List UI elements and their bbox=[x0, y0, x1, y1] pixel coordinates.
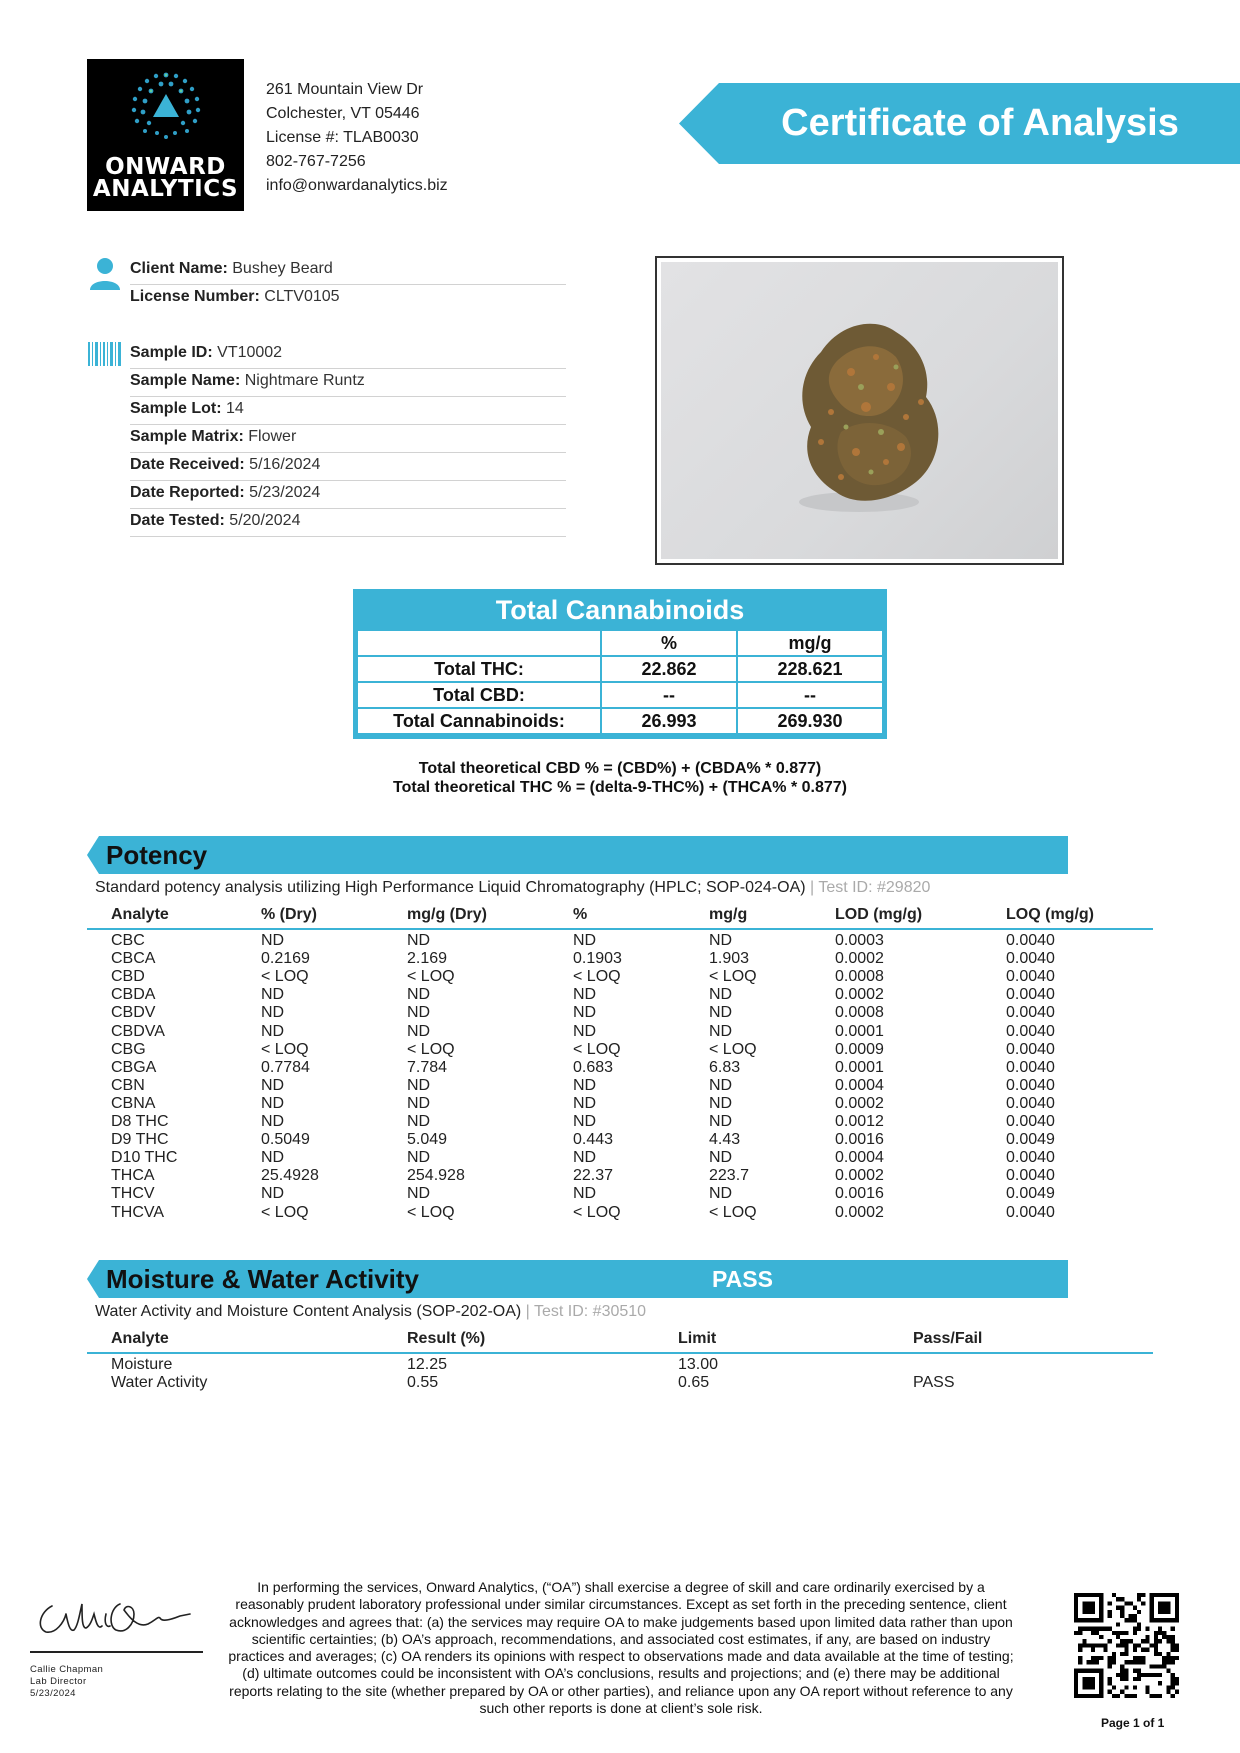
potency-row-thcv bbox=[0, 1185, 1240, 1203]
water-activity-analyte: Water Activity bbox=[111, 1374, 208, 1391]
tc-pct: 22.862 bbox=[601, 656, 737, 682]
potency-cell-mgg-dry: < LOQ bbox=[407, 968, 455, 986]
potency-cell-mgg-dry: ND bbox=[407, 1113, 431, 1130]
potency-cell-mgg: 223.7 bbox=[709, 1167, 750, 1185]
potency-cell-analyte: D8 THC bbox=[111, 1113, 169, 1130]
total-cannabinoids-grid bbox=[356, 629, 884, 735]
sample-matrix-value: Flower bbox=[248, 428, 297, 445]
potency-cell-loq: 0.0049 bbox=[1006, 1185, 1055, 1203]
potency-cell-analyte: CBGA bbox=[111, 1058, 157, 1076]
tc-label: Total Cannabinoids: bbox=[357, 708, 601, 734]
tc-row-cbd bbox=[357, 682, 883, 708]
potency-col-loq: LOQ (mg/g) bbox=[1006, 906, 1094, 923]
potency-cell-mgg: 6.83 bbox=[709, 1058, 741, 1076]
water-activity-result: 0.55 bbox=[407, 1374, 439, 1391]
moisture-row bbox=[0, 1356, 1240, 1374]
date-received-label: Date Received: bbox=[130, 456, 245, 473]
potency-cell-lod: 0.0009 bbox=[835, 1040, 884, 1058]
client-name-label: Client Name: bbox=[130, 260, 228, 277]
potency-cell-pct-dry: ND bbox=[261, 986, 285, 1004]
client-license-value: CLTV0105 bbox=[264, 288, 340, 305]
potency-cell-loq: 0.0040 bbox=[1006, 932, 1055, 949]
potency-cell-analyte: CBDVA bbox=[111, 1022, 165, 1040]
sample-name-label: Sample Name: bbox=[130, 372, 241, 389]
potency-col-mgg: mg/g bbox=[709, 906, 748, 923]
potency-cell-pct: ND bbox=[573, 1094, 597, 1112]
tc-mgg: -- bbox=[737, 682, 883, 708]
potency-col-pct-dry: % (Dry) bbox=[261, 906, 318, 923]
client-name-value: Bushey Beard bbox=[232, 260, 333, 277]
potency-cell-pct-dry: < LOQ bbox=[261, 968, 309, 986]
potency-cell-loq: 0.0040 bbox=[1006, 1094, 1055, 1112]
potency-cell-mgg-dry: ND bbox=[407, 1094, 431, 1112]
potency-row-d9-thc bbox=[0, 1131, 1240, 1149]
sample-lot-row bbox=[130, 397, 566, 425]
water-activity-row bbox=[0, 1374, 1240, 1392]
potency-row-thca bbox=[0, 1167, 1240, 1185]
potency-cell-analyte: CBCA bbox=[111, 950, 156, 968]
potency-cell-pct: 0.1903 bbox=[573, 950, 622, 968]
sample-lot-value: 14 bbox=[226, 400, 244, 417]
potency-cell-loq: 0.0040 bbox=[1006, 1167, 1055, 1185]
signer-name: Callie Chapman bbox=[30, 1664, 104, 1675]
potency-cell-pct-dry: 0.2169 bbox=[261, 950, 310, 968]
potency-cell-pct-dry: ND bbox=[261, 1004, 285, 1022]
potency-cell-analyte: D9 THC bbox=[111, 1131, 169, 1149]
moisture-result: 12.25 bbox=[407, 1356, 448, 1373]
potency-cell-mgg: ND bbox=[709, 1113, 733, 1130]
tc-label: Total THC: bbox=[357, 656, 601, 682]
page-title: Certificate of Analysis bbox=[781, 102, 1179, 144]
potency-cell-analyte: THCVA bbox=[111, 1203, 165, 1221]
potency-row-cbn bbox=[0, 1077, 1240, 1095]
potency-cell-loq: 0.0040 bbox=[1006, 1004, 1055, 1022]
potency-cell-pct: ND bbox=[573, 986, 597, 1004]
potency-cell-lod: 0.0002 bbox=[835, 1203, 884, 1221]
date-reported-row bbox=[130, 481, 566, 509]
potency-description-text: Standard potency analysis utilizing High Performance Liquid Chromatography (HPLC; SOP-024-OA) bbox=[95, 879, 806, 896]
potency-cell-mgg-dry: ND bbox=[407, 1022, 431, 1040]
potency-cell-pct-dry: < LOQ bbox=[261, 1040, 309, 1058]
potency-cell-loq: 0.0040 bbox=[1006, 1203, 1055, 1221]
client-license-label: License Number: bbox=[130, 288, 260, 305]
potency-cell-mgg: 1.903 bbox=[709, 950, 750, 968]
potency-col-pct: % bbox=[573, 906, 588, 923]
potency-row-cbca bbox=[0, 950, 1240, 968]
qr-code-icon[interactable] bbox=[1074, 1593, 1179, 1698]
tc-header-mgg: mg/g bbox=[737, 630, 883, 656]
potency-cell-mgg-dry: ND bbox=[407, 932, 431, 949]
potency-cell-pct-dry: 0.7784 bbox=[261, 1058, 310, 1076]
sample-matrix-row bbox=[130, 425, 566, 453]
page-number: Page 1 of 1 bbox=[1101, 1716, 1165, 1730]
potency-cell-pct-dry: ND bbox=[261, 1149, 285, 1167]
potency-cell-lod: 0.0004 bbox=[835, 1149, 884, 1167]
potency-cell-mgg-dry: < LOQ bbox=[407, 1203, 455, 1221]
signature-image bbox=[30, 1584, 205, 1644]
potency-cell-pct-dry: 25.4928 bbox=[261, 1167, 319, 1185]
potency-cell-analyte: CBD bbox=[111, 968, 145, 986]
potency-cell-mgg: ND bbox=[709, 1004, 733, 1022]
potency-cell-lod: 0.0008 bbox=[835, 968, 884, 986]
sample-id-row bbox=[130, 341, 566, 369]
potency-cell-analyte: CBC bbox=[111, 932, 145, 949]
potency-row-cbdva bbox=[0, 1023, 1240, 1041]
moisture-col-limit: Limit bbox=[678, 1330, 717, 1347]
potency-cell-mgg-dry: 7.784 bbox=[407, 1058, 448, 1076]
address-line-1: 261 Mountain View Dr bbox=[266, 81, 424, 98]
potency-cell-lod: 0.0001 bbox=[835, 1058, 884, 1076]
potency-cell-analyte: D10 THC bbox=[111, 1149, 178, 1167]
potency-col-mgg-dry: mg/g (Dry) bbox=[407, 906, 487, 923]
potency-cell-pct: 0.683 bbox=[573, 1058, 614, 1076]
potency-cell-lod: 0.0016 bbox=[835, 1131, 884, 1149]
total-cannabinoids-table bbox=[353, 589, 887, 739]
client-license-row bbox=[130, 285, 566, 313]
date-reported-value: 5/23/2024 bbox=[249, 484, 321, 501]
potency-header-row bbox=[0, 906, 1240, 924]
potency-cell-mgg: ND bbox=[709, 932, 733, 949]
potency-cell-lod: 0.0008 bbox=[835, 1004, 884, 1022]
potency-cell-lod: 0.0002 bbox=[835, 1167, 884, 1185]
potency-cell-analyte: THCA bbox=[111, 1167, 155, 1185]
tc-header-pct: % bbox=[601, 630, 737, 656]
date-received-value: 5/16/2024 bbox=[249, 456, 321, 473]
cbd-formula: Total theoretical CBD % = (CBD%) + (CBDA% * 0.877) bbox=[418, 760, 822, 777]
moisture-analyte: Moisture bbox=[111, 1356, 173, 1373]
potency-cell-mgg-dry: ND bbox=[407, 1004, 431, 1022]
tc-row-thc bbox=[357, 656, 883, 682]
moisture-header-rule bbox=[87, 1352, 1153, 1354]
potency-cell-loq: 0.0040 bbox=[1006, 1022, 1055, 1040]
potency-row-cbdv bbox=[0, 1004, 1240, 1022]
potency-cell-mgg-dry: ND bbox=[407, 1185, 431, 1203]
logo-word-analytics: ANALYTICS bbox=[92, 176, 239, 202]
moisture-limit: 13.00 bbox=[678, 1356, 719, 1373]
person-icon bbox=[88, 256, 122, 292]
potency-cell-mgg: ND bbox=[709, 1022, 733, 1040]
tc-row-total bbox=[357, 708, 883, 734]
potency-col-analyte: Analyte bbox=[111, 906, 169, 923]
client-name-row bbox=[130, 257, 566, 285]
lab-email[interactable]: info@onwardanalytics.biz bbox=[266, 177, 448, 194]
tc-header-blank bbox=[357, 630, 601, 656]
address-line-2: Colchester, VT 05446 bbox=[266, 105, 420, 122]
tc-pct: -- bbox=[601, 682, 737, 708]
sample-id-label: Sample ID: bbox=[130, 344, 213, 361]
potency-cell-pct: 0.443 bbox=[573, 1131, 614, 1149]
potency-title: Potency bbox=[106, 840, 208, 870]
potency-cell-pct-dry: ND bbox=[261, 1022, 285, 1040]
potency-cell-analyte: CBDA bbox=[111, 986, 156, 1004]
dots-logo-icon bbox=[123, 67, 209, 143]
potency-cell-lod: 0.0002 bbox=[835, 950, 884, 968]
potency-cell-loq: 0.0049 bbox=[1006, 1131, 1055, 1149]
tc-header-row bbox=[357, 630, 883, 656]
potency-cell-lod: 0.0001 bbox=[835, 1022, 884, 1040]
potency-cell-pct: < LOQ bbox=[573, 968, 621, 986]
potency-row-thcva bbox=[0, 1204, 1240, 1222]
potency-cell-lod: 0.0002 bbox=[835, 1094, 884, 1112]
potency-cell-pct: < LOQ bbox=[573, 1203, 621, 1221]
tc-pct: 26.993 bbox=[601, 708, 737, 734]
lab-phone: 802-767-7256 bbox=[266, 153, 366, 170]
logo-word-onward: ONWARD bbox=[105, 154, 226, 180]
thc-formula: Total theoretical THC % = (delta-9-THC%) + (THCA% * 0.877) bbox=[393, 779, 847, 796]
potency-description bbox=[95, 879, 930, 897]
tc-label: Total CBD: bbox=[357, 682, 601, 708]
date-received-row bbox=[130, 453, 566, 481]
potency-cell-loq: 0.0040 bbox=[1006, 950, 1055, 968]
potency-cell-mgg: < LOQ bbox=[709, 968, 757, 986]
sample-name-row bbox=[130, 369, 566, 397]
date-tested-row bbox=[130, 509, 566, 537]
potency-row-d10-thc bbox=[0, 1149, 1240, 1167]
lab-logo bbox=[87, 59, 244, 211]
potency-cell-analyte: CBNA bbox=[111, 1094, 156, 1112]
date-reported-label: Date Reported: bbox=[130, 484, 245, 501]
moisture-col-analyte: Analyte bbox=[111, 1330, 169, 1347]
potency-cell-loq: 0.0040 bbox=[1006, 1058, 1055, 1076]
potency-cell-pct-dry: ND bbox=[261, 932, 285, 949]
potency-cell-pct-dry: ND bbox=[261, 1094, 285, 1112]
potency-cell-pct: ND bbox=[573, 1076, 597, 1094]
potency-cell-mgg-dry: ND bbox=[407, 986, 431, 1004]
potency-row-cbg bbox=[0, 1041, 1240, 1059]
potency-cell-lod: 0.0004 bbox=[835, 1076, 884, 1094]
signature-date: 5/23/2024 bbox=[30, 1688, 76, 1699]
sample-photo-image bbox=[661, 262, 1058, 559]
potency-cell-pct: ND bbox=[573, 1149, 597, 1167]
potency-cell-pct: ND bbox=[573, 1185, 597, 1203]
water-activity-passfail: PASS bbox=[913, 1374, 955, 1391]
potency-cell-pct-dry: 0.5049 bbox=[261, 1131, 310, 1149]
potency-cell-lod: 0.0012 bbox=[835, 1113, 884, 1130]
potency-cell-pct: ND bbox=[573, 1022, 597, 1040]
moisture-col-result: Result (%) bbox=[407, 1330, 486, 1347]
tc-mgg: 228.621 bbox=[737, 656, 883, 682]
potency-cell-pct: ND bbox=[573, 1113, 597, 1130]
potency-cell-loq: 0.0040 bbox=[1006, 986, 1055, 1004]
potency-banner bbox=[87, 836, 1068, 874]
potency-cell-analyte: THCV bbox=[111, 1185, 155, 1203]
potency-cell-mgg: ND bbox=[709, 1094, 733, 1112]
potency-cell-loq: 0.0040 bbox=[1006, 1076, 1055, 1094]
moisture-status-badge: PASS bbox=[712, 1266, 773, 1292]
signature-line bbox=[30, 1651, 203, 1653]
potency-cell-pct-dry: < LOQ bbox=[261, 1203, 309, 1221]
moisture-title: Moisture & Water Activity bbox=[106, 1264, 420, 1294]
barcode-icon bbox=[88, 342, 122, 366]
potency-cell-mgg-dry: < LOQ bbox=[407, 1040, 455, 1058]
potency-row-cbc bbox=[0, 932, 1240, 950]
potency-cell-pct: < LOQ bbox=[573, 1040, 621, 1058]
potency-row-cbga bbox=[0, 1059, 1240, 1077]
potency-cell-loq: 0.0040 bbox=[1006, 1113, 1055, 1130]
tc-mgg: 269.930 bbox=[737, 708, 883, 734]
potency-cell-loq: 0.0040 bbox=[1006, 1149, 1055, 1167]
potency-cell-lod: 0.0016 bbox=[835, 1185, 884, 1203]
sample-name-value: Nightmare Runtz bbox=[244, 372, 365, 389]
potency-cell-mgg: ND bbox=[709, 986, 733, 1004]
signature-block bbox=[30, 1664, 103, 1700]
potency-cell-lod: 0.0002 bbox=[835, 986, 884, 1004]
moisture-description-text: Water Activity and Moisture Content Analysis (SOP-202-OA) bbox=[95, 1303, 522, 1320]
potency-cell-mgg: ND bbox=[709, 1149, 733, 1167]
sample-lot-label: Sample Lot: bbox=[130, 400, 222, 417]
potency-cell-mgg-dry: 5.049 bbox=[407, 1131, 448, 1149]
sample-photo bbox=[655, 256, 1064, 565]
date-tested-value: 5/20/2024 bbox=[229, 512, 301, 529]
total-cannabinoids-title: Total Cannabinoids bbox=[495, 595, 745, 625]
lab-license: License #: TLAB0030 bbox=[266, 129, 419, 146]
potency-cell-mgg-dry: ND bbox=[407, 1149, 431, 1167]
potency-cell-mgg: < LOQ bbox=[709, 1203, 757, 1221]
potency-cell-loq: 0.0040 bbox=[1006, 1040, 1055, 1058]
potency-cell-mgg: < LOQ bbox=[709, 1040, 757, 1058]
potency-cell-loq: 0.0040 bbox=[1006, 968, 1055, 986]
potency-test-id: | Test ID: #29820 bbox=[805, 879, 931, 896]
moisture-description bbox=[95, 1303, 646, 1321]
potency-cell-mgg-dry: 2.169 bbox=[407, 950, 448, 968]
flower-bud-image bbox=[781, 312, 961, 522]
water-activity-limit: 0.65 bbox=[678, 1374, 710, 1391]
potency-cell-pct: ND bbox=[573, 932, 597, 949]
potency-row-cbd bbox=[0, 968, 1240, 986]
sample-id-value: VT10002 bbox=[217, 344, 283, 361]
potency-cell-analyte: CBN bbox=[111, 1076, 145, 1094]
moisture-header-row bbox=[0, 1330, 1240, 1348]
signer-title: Lab Director bbox=[30, 1676, 87, 1687]
legal-disclaimer: In performing the services, Onward Analytics, (“OA”) shall exercise a degree of skill and care ordinarily exercised by a reasonably prudent laboratory professional under similar circumstances. Except as set forth in the preceding sentence, client acknowledges and agrees that: (a) the services may require OA to make judgements based upon limited data rather than upon scientific certainties; (b) OA’s approach, recommendations, and associated cost estimates, if any, are based on industry practices and averages; (c) OA renders its opinions with respect to observations made and data available at the time of testing; (d) ultimate outcomes could be inconsistent with OA’s conclusions, results and projections; and (e) there may be additional reports relating to the site (whether prepared by OA or other parties), and reliance upon any OA report without reference to any such other reports is done at client’s sole risk. bbox=[228, 1579, 1014, 1717]
potency-row-cbda bbox=[0, 986, 1240, 1004]
potency-header-rule bbox=[87, 928, 1153, 930]
lab-contact bbox=[266, 78, 448, 198]
potency-cell-pct: ND bbox=[573, 1004, 597, 1022]
moisture-test-id: | Test ID: #30510 bbox=[521, 1303, 647, 1320]
potency-cell-mgg: ND bbox=[709, 1185, 733, 1203]
potency-col-lod: LOD (mg/g) bbox=[835, 906, 923, 923]
potency-cell-pct: 22.37 bbox=[573, 1167, 614, 1185]
potency-cell-pct-dry: ND bbox=[261, 1185, 285, 1203]
potency-cell-pct-dry: ND bbox=[261, 1076, 285, 1094]
potency-cell-lod: 0.0003 bbox=[835, 932, 884, 949]
potency-cell-mgg: 4.43 bbox=[709, 1131, 741, 1149]
potency-cell-analyte: CBDV bbox=[111, 1004, 156, 1022]
potency-cell-pct-dry: ND bbox=[261, 1113, 285, 1130]
date-tested-label: Date Tested: bbox=[130, 512, 225, 529]
potency-cell-analyte: CBG bbox=[111, 1040, 146, 1058]
potency-cell-mgg-dry: 254.928 bbox=[407, 1167, 465, 1185]
sample-matrix-label: Sample Matrix: bbox=[130, 428, 244, 445]
potency-cell-mgg: ND bbox=[709, 1076, 733, 1094]
moisture-col-passfail: Pass/Fail bbox=[913, 1330, 983, 1347]
potency-row-cbna bbox=[0, 1095, 1240, 1113]
potency-row-d8-thc bbox=[0, 1113, 1240, 1131]
potency-cell-mgg-dry: ND bbox=[407, 1076, 431, 1094]
